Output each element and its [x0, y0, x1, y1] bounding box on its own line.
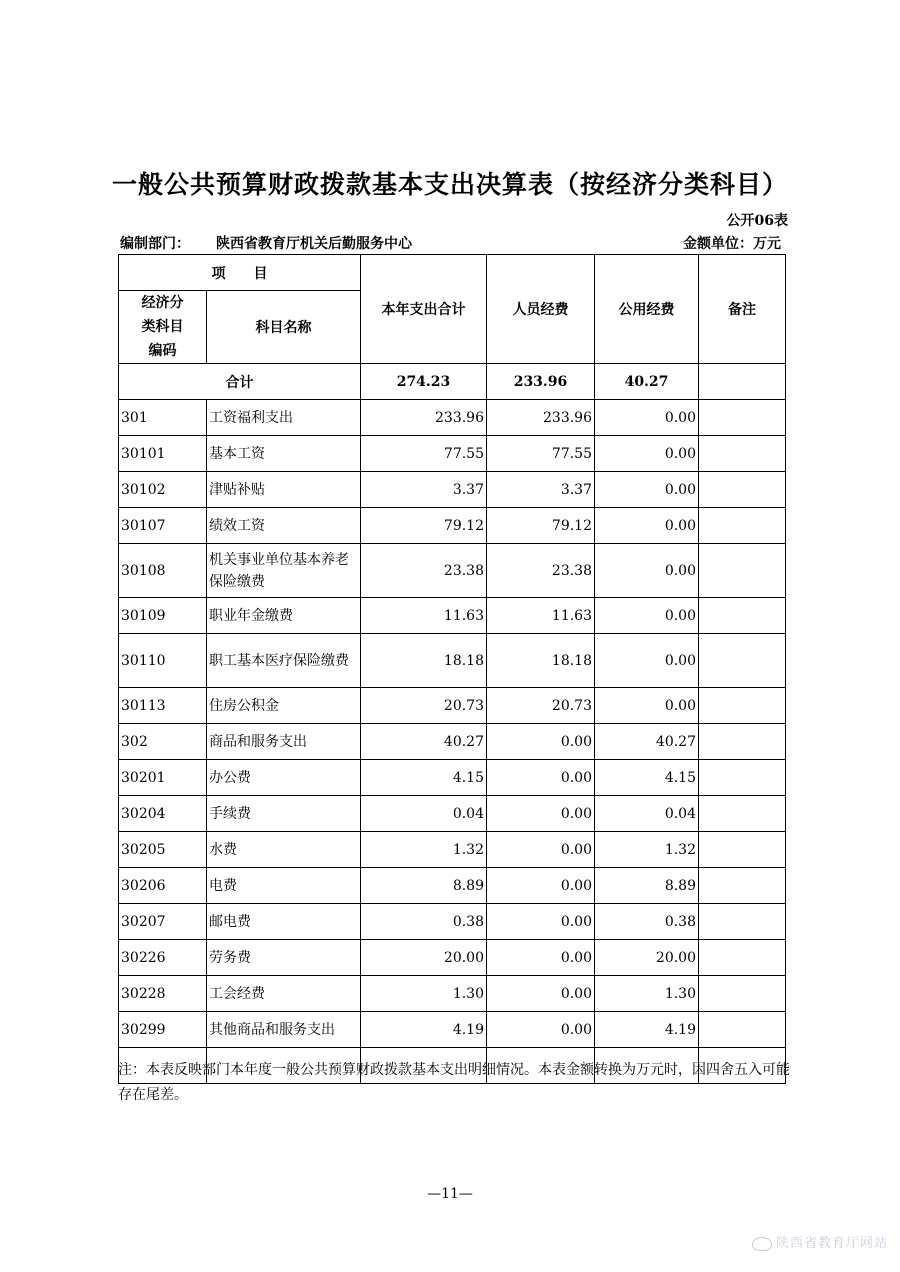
row-personnel: 0.00: [487, 940, 595, 976]
row-personnel: 3.37: [487, 472, 595, 508]
footnote: 注：本表反映部门本年度一般公共预算财政拨款基本支出明细情况。本表金额转换为万元时，因四舍五入可能存在尾差。: [118, 1062, 790, 1103]
row-personnel: 0.00: [487, 976, 595, 1012]
table-row: [119, 1012, 786, 1048]
report-meta: [118, 233, 785, 253]
amount-unit: 金额单位：万元: [683, 236, 781, 252]
report-title: 一般公共预算财政拨款基本支出决算表（按经济分类科目）: [111, 170, 788, 199]
row-total: 11.63: [361, 598, 487, 634]
row-total: 3.37: [361, 472, 487, 508]
row-remark: [699, 904, 786, 940]
row-name: 工会经费: [207, 976, 361, 1012]
table-row: [119, 436, 786, 472]
row-public: 0.04: [595, 796, 699, 832]
row-total: 4.15: [361, 760, 487, 796]
row-code: 30110: [119, 634, 207, 688]
row-name: 电费: [207, 868, 361, 904]
row-code: 30205: [119, 832, 207, 868]
row-remark: [699, 796, 786, 832]
header-remark: 备注: [699, 255, 786, 364]
page-number: —11—: [427, 1186, 473, 1202]
row-public: 20.00: [595, 940, 699, 976]
row-name: 津贴补贴: [207, 472, 361, 508]
total-public: 40.27: [595, 364, 699, 400]
table-row: [119, 472, 786, 508]
row-public: 40.27: [595, 724, 699, 760]
row-remark: [699, 400, 786, 436]
row-remark: [699, 760, 786, 796]
header-public: 公用经费: [595, 255, 699, 364]
expenditure-table: [118, 254, 786, 1084]
row-personnel: 77.55: [487, 436, 595, 472]
header-code: 经济分类科目编码: [119, 291, 207, 364]
row-code: 30226: [119, 940, 207, 976]
row-remark: [699, 598, 786, 634]
row-remark: [699, 832, 786, 868]
table-row: [119, 832, 786, 868]
row-name: 基本工资: [207, 436, 361, 472]
row-code: 30109: [119, 598, 207, 634]
table-row: [119, 796, 786, 832]
row-public: 0.00: [595, 508, 699, 544]
row-code: 30102: [119, 472, 207, 508]
row-personnel: 0.00: [487, 760, 595, 796]
table-row: [119, 904, 786, 940]
header-item: 项 目: [119, 255, 361, 291]
row-personnel: 0.00: [487, 868, 595, 904]
row-total: 20.73: [361, 688, 487, 724]
dept-name: 陕西省教育厅机关后勤服务中心: [216, 236, 412, 252]
row-remark: [699, 634, 786, 688]
watermark-logo-icon: [752, 1237, 772, 1251]
row-remark: [699, 436, 786, 472]
row-code: 30201: [119, 760, 207, 796]
dept-label: 编制部门：: [120, 236, 190, 252]
row-remark: [699, 724, 786, 760]
row-code: 30107: [119, 508, 207, 544]
row-name: 手续费: [207, 796, 361, 832]
row-total: 23.38: [361, 544, 487, 598]
table-row: [119, 544, 786, 598]
row-public: 0.00: [595, 598, 699, 634]
row-personnel: 0.00: [487, 904, 595, 940]
row-total: 79.12: [361, 508, 487, 544]
total-remark: [699, 364, 786, 400]
table-row: [119, 400, 786, 436]
row-code: 302: [119, 724, 207, 760]
row-personnel: 0.00: [487, 724, 595, 760]
row-remark: [699, 940, 786, 976]
total-personnel: 233.96: [487, 364, 595, 400]
row-remark: [699, 868, 786, 904]
table-row: [119, 724, 786, 760]
header-total: 本年支出合计: [361, 255, 487, 364]
row-public: 0.00: [595, 472, 699, 508]
table-row: [119, 868, 786, 904]
row-personnel: 0.00: [487, 796, 595, 832]
row-personnel: 0.00: [487, 832, 595, 868]
table-row: [119, 688, 786, 724]
row-remark: [699, 1012, 786, 1048]
row-personnel: 79.12: [487, 508, 595, 544]
row-personnel: 11.63: [487, 598, 595, 634]
row-name: 绩效工资: [207, 508, 361, 544]
row-public: 1.30: [595, 976, 699, 1012]
total-row: [119, 364, 786, 400]
row-remark: [699, 472, 786, 508]
row-name: 水费: [207, 832, 361, 868]
row-total: 0.38: [361, 904, 487, 940]
row-total: 4.19: [361, 1012, 487, 1048]
row-public: 4.15: [595, 760, 699, 796]
watermark-text: 陕西省教育厅网站: [775, 1236, 888, 1251]
row-remark: [699, 688, 786, 724]
row-total: 77.55: [361, 436, 487, 472]
row-name: 住房公积金: [207, 688, 361, 724]
row-name: 商品和服务支出: [207, 724, 361, 760]
row-code: 30299: [119, 1012, 207, 1048]
row-remark: [699, 508, 786, 544]
row-public: 1.32: [595, 832, 699, 868]
row-public: 8.89: [595, 868, 699, 904]
row-total: 1.30: [361, 976, 487, 1012]
row-name: 其他商品和服务支出: [207, 1012, 361, 1048]
row-personnel: 233.96: [487, 400, 595, 436]
row-public: 0.00: [595, 634, 699, 688]
table-row: [119, 598, 786, 634]
row-code: 301: [119, 400, 207, 436]
table-number: 公开06表: [726, 213, 788, 229]
table-row: [119, 634, 786, 688]
row-total: 0.04: [361, 796, 487, 832]
table-row: [119, 508, 786, 544]
row-public: 0.00: [595, 688, 699, 724]
row-total: 8.89: [361, 868, 487, 904]
row-code: 30113: [119, 688, 207, 724]
row-total: 20.00: [361, 940, 487, 976]
total-amount: 274.23: [361, 364, 487, 400]
row-name: 职业年金缴费: [207, 598, 361, 634]
row-name: 办公费: [207, 760, 361, 796]
row-public: 0.00: [595, 544, 699, 598]
row-total: 40.27: [361, 724, 487, 760]
row-public: 4.19: [595, 1012, 699, 1048]
table-row: [119, 976, 786, 1012]
row-remark: [699, 976, 786, 1012]
header-personnel: 人员经费: [487, 255, 595, 364]
row-code: 30228: [119, 976, 207, 1012]
row-total: 18.18: [361, 634, 487, 688]
row-personnel: 18.18: [487, 634, 595, 688]
table-row: [119, 940, 786, 976]
row-personnel: 20.73: [487, 688, 595, 724]
row-code: 30101: [119, 436, 207, 472]
row-name: 劳务费: [207, 940, 361, 976]
row-code: 30207: [119, 904, 207, 940]
row-code: 30206: [119, 868, 207, 904]
header-name: 科目名称: [207, 291, 361, 364]
row-name: 职工基本医疗保险缴费: [207, 634, 361, 688]
row-public: 0.00: [595, 400, 699, 436]
row-name: 工资福利支出: [207, 400, 361, 436]
row-public: 0.00: [595, 436, 699, 472]
site-watermark: [752, 1232, 888, 1251]
row-personnel: 23.38: [487, 544, 595, 598]
header-row-1: [119, 255, 786, 291]
row-name: 机关事业单位基本养老保险缴费: [207, 544, 361, 598]
row-total: 233.96: [361, 400, 487, 436]
row-name: 邮电费: [207, 904, 361, 940]
row-code: 30108: [119, 544, 207, 598]
row-code: 30204: [119, 796, 207, 832]
row-total: 1.32: [361, 832, 487, 868]
total-label: 合计: [119, 364, 361, 400]
table-row: [119, 760, 786, 796]
row-public: 0.38: [595, 904, 699, 940]
row-remark: [699, 544, 786, 598]
row-personnel: 0.00: [487, 1012, 595, 1048]
